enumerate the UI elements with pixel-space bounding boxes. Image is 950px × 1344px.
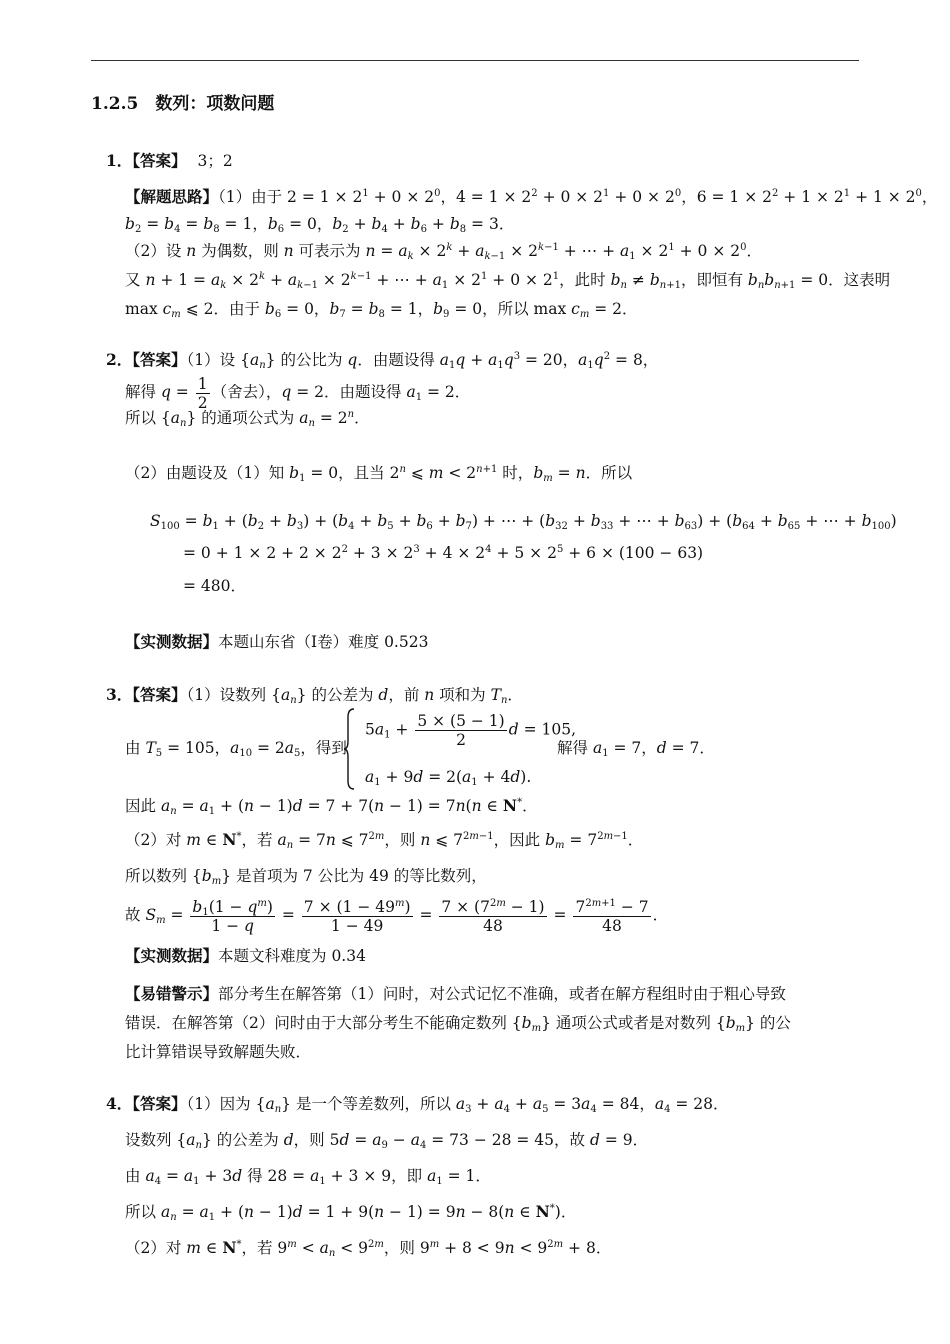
q1-label: 1．【答案】 (106, 151, 187, 170)
q2-line-2: 解得 q = $\frac{1}{2}$ （舍去），q = 2．由题设得 $a_1 = 2$． (125, 374, 471, 412)
q1-think-line-1: 【解题思路】（1）由于 $2 = 1 \times 2^1 + 0 \times 2^0$，$4 = 1 \times 2^2 + 0 \times 2^1 + 0 \times 2^0$，$6 = 1 \times 2^2 + 1 \times 2^1 + 1 \times 2^0$， (125, 187, 938, 206)
q2-sum-line-3: = 480． (183, 577, 246, 595)
q4-label: 4．【答案】 (106, 1094, 187, 1113)
q2-stat-text: 本题山东省（Ⅰ卷）难度 0.523 (218, 633, 429, 651)
q2-stat-tag: 【实测数据】 (125, 632, 219, 651)
q3-equation-system (343, 708, 577, 790)
q1-think-line-5: $\max c_m$ ⩽ 2．由于 $b_6 = 0$，$b_7 = b_8 = 1$，$b_9 = 0$，所以 $\max c_m = 2$． (125, 300, 638, 320)
header-rule (91, 60, 859, 61)
q4-line-4: 所以 $a_n = a_1 + (n - 1)d = 1 + 9(n - 1) = 9n - 8(n$ ∈ N*)． (125, 1202, 577, 1223)
left-brace-icon (343, 708, 355, 790)
q3-warn-text-1: 部分考生在解答第（1）问时，对公式记忆不准确，或者在解方程组时由于粗心导致 (218, 985, 786, 1003)
q3-line-1: 3．【答案】（1）设数列 $\{a_n\}$ 的公差为 d，前 n 项和为 $T_n$． (106, 685, 523, 706)
q4-line-3: 由 $a_4 = a_1 + 3d$ 得 $28 = a_1 + 3 \times 9$，即 $a_1 = 1$． (125, 1167, 491, 1187)
q1-think-line-2: $b_2 = b_4 = b_8 = 1$，$b_6 = 0$，$b_2 + b_4 + b_6 + b_8 = 3$． (125, 215, 515, 235)
section-title: 1.2.5 数列：项数问题 (91, 94, 275, 114)
q3-system-eq-2: $a_1 + 9d = 2(a_1 + 4d)$. (365, 768, 532, 788)
q2-line-1: 2．【答案】（1）设 $\{a_n\}$ 的公比为 q．由题设得 $a_1q + a_1q^3 = 20$，$a_1q^2 = 8$， (106, 350, 659, 371)
q3-warn-line-2: 错误．在解答第（2）问时由于大部分考生不能确定数列 $\{b_m\}$ 通项公式或者是对数列 $\{b_m\}$ 的公 (125, 1014, 791, 1034)
q2-label: 2．【答案】 (106, 350, 187, 369)
q3-line-2a: 由 $T_5 = 105$，$a_{10} = 2a_5$，得到 (125, 739, 347, 759)
q3-stat-line (125, 946, 366, 966)
q1-answer-line (106, 151, 233, 171)
q3-stat-text: 本题文科难度为 0.34 (218, 947, 366, 965)
q3-label: 3．【答案】 (106, 685, 187, 704)
q3-warn-tag: 【易错警示】 (125, 984, 219, 1003)
q2-stat-line (125, 632, 428, 652)
q3-warn-text-2c: 的公 (755, 1014, 791, 1032)
q3-stat-tag: 【实测数据】 (125, 946, 219, 965)
q3-warn-text-2a: 错误．在解答第（2）问时由于大部分考生不能确定数列 (125, 1014, 512, 1032)
q4-line-1: 4．【答案】（1）因为 $\{a_n\}$ 是一个等差数列，所以 $a_3 + a_4 + a_5 = 3a_4 = 84$，$a_4 = 28$． (106, 1094, 729, 1115)
q3-line-5: 所以数列 $\{b_m\}$ 是首项为 7 公比为 49 的等比数列， (125, 867, 487, 887)
q3-line-2b: 解得 $a_1 = 7$，d = 7． (557, 739, 715, 759)
q1-think-line-3: （2）设 n 为偶数，则 n 可表示为 $n = a_k \times 2^k + a_{k-1} \times 2^{k-1}$ + ⋯ + $a_1 \times 2^1 + 0 \times 2^0$． (125, 242, 762, 262)
q2-sum-line-1: $S_{100} = b_1 + (b_2 + b_3) + (b_4 + b_5 + b_6 + b_7)$ + ⋯ + ($b_{32} + b_{33}$ + ⋯ + $b_{63}) + (b_{64} + b_{65}$ + ⋯ + $b_{100}$) (150, 512, 897, 532)
q3-system-eq-1: $5a_1$ + $\frac{5 \times (5 - 1)}{2}$ d = 105, (365, 712, 577, 749)
q2-line-4: （2）由题设及（1）知 $b_1 = 0$，且当 2$^n$ ⩽ $m < 2^{n+1}$ 时，$b_m = n$．所以 (125, 464, 633, 484)
q3-warn-text-3: 比计算错误导致解题失败． (125, 1043, 312, 1061)
q4-line-5: （2）对 m ∈ N*，若 $9^m < a_n < 9^{2m}$，则 $9^m + 8 < 9n < 9^{2m} + 8$． (125, 1238, 612, 1259)
q1-answer: 3；2 (197, 152, 233, 170)
q3-warn-text-2b: 通项公式或者是对数列 (550, 1014, 716, 1032)
q3-line-3: 因此 $a_n = a_1 + (n - 1)d = 7 + 7(n - 1) = 7n(n$ ∈ N*． (125, 796, 538, 817)
q2-line-3: 所以 $\{a_n\}$ 的通项公式为 $a_n = 2^n$． (125, 409, 370, 429)
q3-line-6: 故 $S_m$ = $\frac{b_1(1 - q^m)}{1 - q}$ = $\frac{7 \times (1 - 49^m)}{1 - 49}$ = $\frac{7 \times (7^{2m} - 1)}{48}$ = $\frac{7^{2m+1} - 7}{48}$ ． (125, 897, 669, 935)
q1-think-line-4: 又 $n + 1 = a_k \times 2^k + a_{k-1} \times 2^{k-1}$ + ⋯ + $a_1 \times 2^1 + 0 \times 2^1$，此时 $b_n \ne b_{n+1}$，即恒有 $b_nb_{n+1} = 0$．这表明 (125, 271, 891, 291)
q4-line-2: 设数列 $\{a_n\}$ 的公差为 d，则 $5d = a_9 - a_4 = 73 - 28 = 45$，故 d = 9． (125, 1131, 649, 1151)
q3-warn-line-1 (125, 984, 786, 1004)
q2-sum-line-2: = $0 + 1 \times 2 + 2 \times 2^2 + 3 \times 2^3 + 4 \times 2^4 + 5 \times 2^5 + 6 \times (100 - 63)$ (183, 544, 704, 562)
q3-warn-line-3 (125, 1042, 311, 1062)
q1-think-tag: 【解题思路】 (125, 187, 219, 206)
q3-line-4: （2）对 m ∈ N*，若 $a_n = 7n$ ⩽ $7^{2m}$，则 n ⩽ $7^{2m-1}$，因此 $b_m = 7^{2m-1}$． (125, 830, 644, 851)
